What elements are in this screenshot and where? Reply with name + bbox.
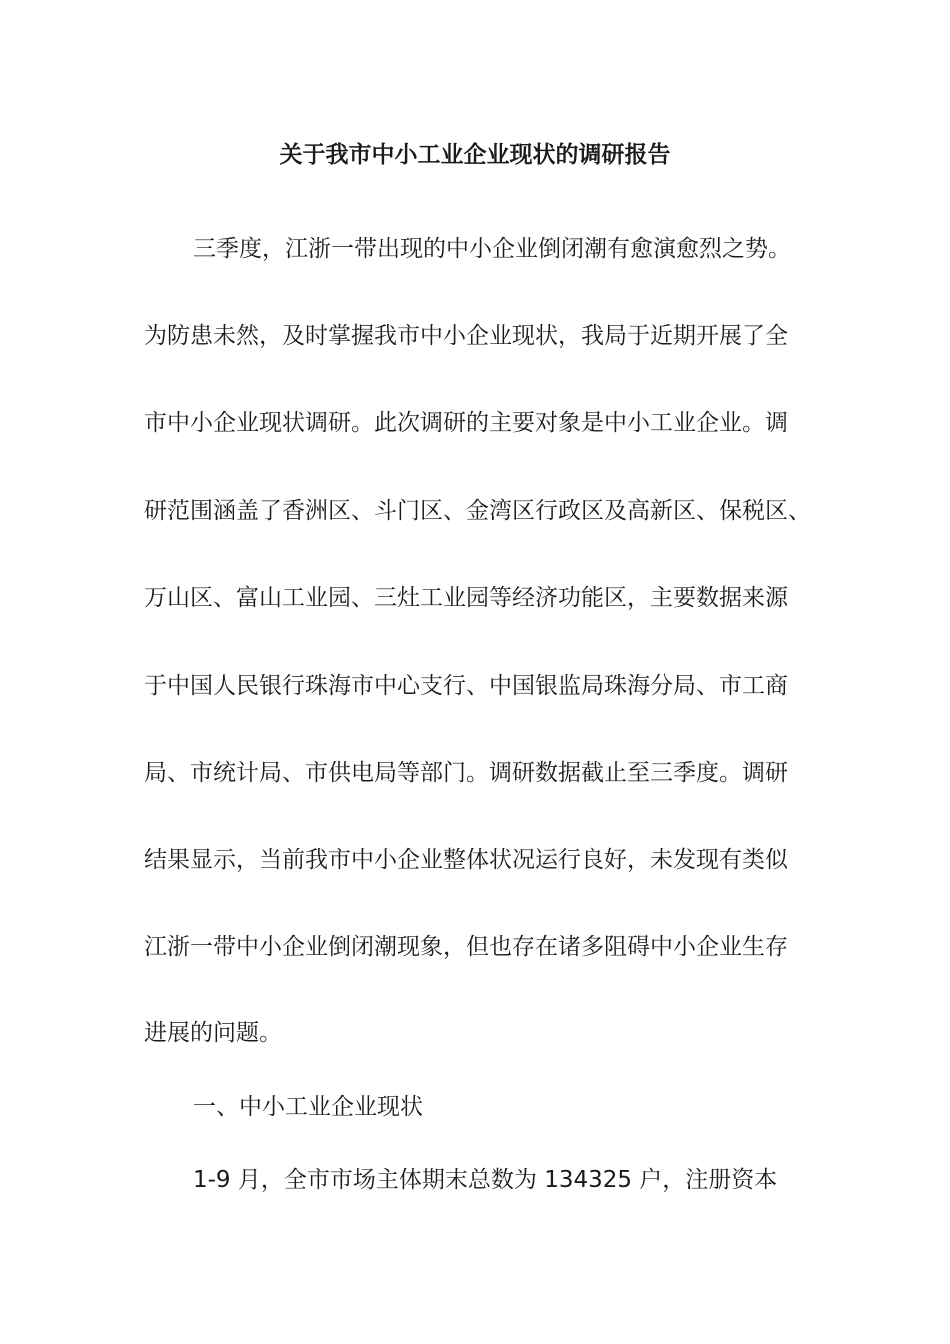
paragraph-line: 三季度，江浙一带出现的中小企业倒闭潮有愈演愈烈之势。	[193, 236, 791, 262]
paragraph-line: 于中国人民银行珠海市中心支行、中国银监局珠海分局、市工商	[144, 673, 788, 699]
section-heading: 一、中小工业企业现状	[193, 1094, 423, 1120]
paragraph-line: 进展的问题。	[144, 1020, 282, 1046]
paragraph-line: 1-9 月，全市市场主体期末总数为 134325 户，注册资本	[193, 1167, 778, 1193]
paragraph-line: 万山区、富山工业园、三灶工业园等经济功能区，主要数据来源	[144, 585, 788, 611]
paragraph-line: 为防患未然，及时掌握我市中小企业现状，我局于近期开展了全	[144, 323, 788, 349]
paragraph-line: 市中小企业现状调研。此次调研的主要对象是中小工业企业。调	[144, 410, 788, 436]
paragraph-line: 江浙一带中小企业倒闭潮现象，但也存在诸多阻碍中小企业生存	[144, 934, 788, 960]
document-title: 关于我市中小工业企业现状的调研报告	[279, 142, 671, 168]
paragraph-line: 结果显示，当前我市中小企业整体状况运行良好，未发现有类似	[144, 847, 788, 873]
paragraph-line: 局、市统计局、市供电局等部门。调研数据截止至三季度。调研	[144, 760, 788, 786]
paragraph-line: 研范围涵盖了香洲区、斗门区、金湾区行政区及高新区、保税区、	[144, 498, 811, 524]
